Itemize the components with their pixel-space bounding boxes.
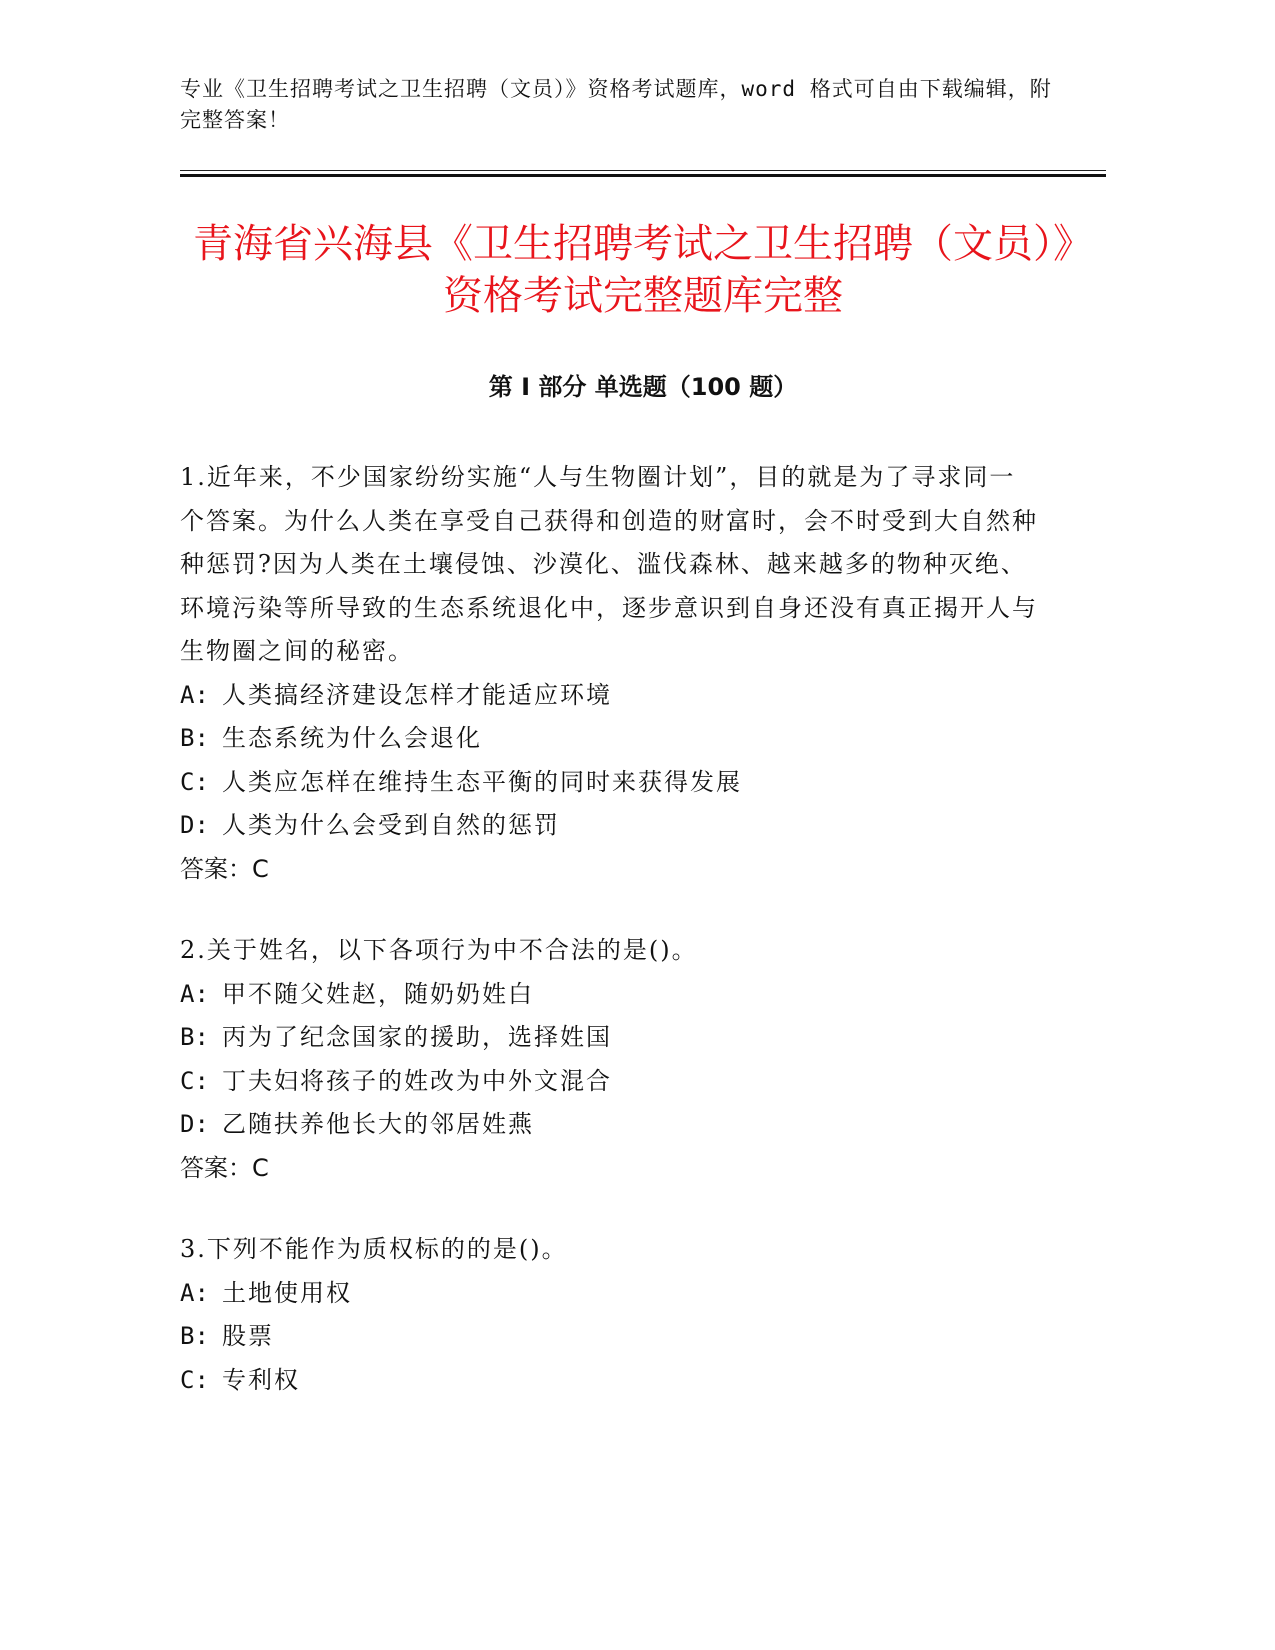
option-text: 股票 (222, 1322, 274, 1350)
option-key: C: (180, 767, 209, 796)
question-3 (180, 1228, 1040, 1402)
document-title: 青海省兴海县《卫生招聘考试之卫生招聘（文员）》资格考试完整题库完整 (193, 221, 1093, 319)
option-text: 甲不随父姓赵，随奶奶姓白 (222, 979, 534, 1008)
answer-line: 答案：C (180, 1153, 269, 1182)
option-key: D: (180, 1110, 209, 1138)
option-d (180, 804, 1040, 848)
option-text: 专利权 (222, 1365, 300, 1394)
option-key: B: (180, 724, 209, 752)
option-c (180, 1060, 1040, 1104)
header-rule-thin (180, 170, 1106, 171)
section-heading: 第 I 部分 单选题（100 题） (488, 373, 798, 401)
option-text: 丙为了纪念国家的援助，选择姓国 (222, 1023, 612, 1051)
option-key: B: (180, 1023, 209, 1051)
option-a (180, 973, 1040, 1017)
option-b (180, 1315, 1040, 1359)
option-c (180, 1359, 1040, 1403)
header-rule-thick (180, 174, 1106, 177)
question-stem: 1.近年来，不少国家纷纷实施“人与生物圈计划”，目的就是为了寻求同一个答案。为什么人类在享受自己获得和创造的财富时，会不时受到大自然种种惩罚?因为人类在土壤侵蚀、沙漠化、滥伐森林、越来越多的物种灭绝、环境污染等所导致的生态系统退化中，逐步意识到自身还没有真正揭开人与生物圈之间的秘密。 (180, 463, 1038, 665)
option-text: 土地使用权 (222, 1278, 352, 1307)
option-d (180, 1103, 1040, 1147)
option-text: 丁夫妇将孩子的姓改为中外文混合 (222, 1066, 612, 1095)
option-text: 乙随扶养他长大的邻居姓燕 (222, 1110, 534, 1138)
option-a (180, 1272, 1040, 1316)
question-stem: 3.下列不能作为质权标的的是()。 (180, 1235, 568, 1263)
option-key: C: (180, 1066, 209, 1095)
option-key: A: (180, 680, 209, 709)
option-b (180, 1016, 1040, 1060)
option-key: A: (180, 1278, 209, 1307)
option-text: 人类为什么会受到自然的惩罚 (222, 811, 560, 839)
option-key: B: (180, 1322, 209, 1350)
question-2 (180, 929, 1040, 1190)
option-text: 人类搞经济建设怎样才能适应环境 (222, 680, 612, 709)
option-c (180, 761, 1040, 805)
option-text: 生态系统为什么会退化 (222, 724, 482, 752)
option-key: A: (180, 979, 209, 1008)
question-stem: 2.关于姓名，以下各项行为中不合法的是()。 (180, 936, 698, 964)
option-text: 人类应怎样在维持生态平衡的同时来获得发展 (222, 767, 742, 796)
option-a (180, 674, 1040, 718)
option-b (180, 717, 1040, 761)
option-key: C: (180, 1365, 209, 1394)
answer-line: 答案：C (180, 854, 269, 883)
question-1 (180, 456, 1040, 891)
option-key: D: (180, 811, 209, 839)
question-list (180, 456, 1040, 1440)
header-note: 专业《卫生招聘考试之卫生招聘（文员）》资格考试题库，word 格式可自由下载编辑，附完整答案！ (180, 77, 1052, 132)
